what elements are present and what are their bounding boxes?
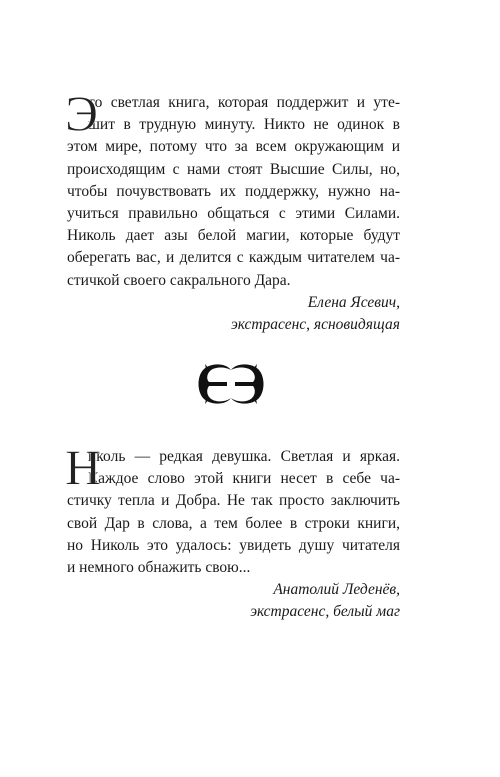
quote-line: чтобы почувствовать их поддержку, нужно на- <box>67 182 400 200</box>
quote-line: стичку тепла и Добра. Не так просто заключить <box>67 492 400 510</box>
quote-line: Каждое слово этой книги несет в себе ча- <box>88 470 400 488</box>
quote-line: Николь дает азы белой магии, которые будут <box>67 227 400 245</box>
quote-author-role: экстрасенс, ясновидящая <box>230 316 400 334</box>
quote-line: но Николь это удалось: увидеть душу читателя <box>67 536 400 554</box>
drop-cap-letter: Э <box>65 85 99 141</box>
quote-line: происходящим с нами стоят Высшие Силы, но, <box>67 160 400 178</box>
quote-line: оберегать вас, и делится с каждым читателем ча- <box>67 249 400 267</box>
double-e-monogram-ornament-icon <box>195 360 267 408</box>
quote-author: Елена Ясевич, <box>307 293 400 311</box>
quote-author: Анатолий Леденёв, <box>273 581 400 599</box>
quote-line: стичкой своего сакрального Дара. <box>67 271 291 289</box>
quote-author-role: экстрасенс, белый маг <box>250 603 400 621</box>
drop-cap-letter: Н <box>65 439 102 495</box>
drop-cap-container <box>65 85 99 141</box>
quote-line: иколь — редкая девушка. Светлая и яркая. <box>88 448 400 465</box>
drop-cap-container <box>65 439 102 495</box>
quote-line: учиться правильно общаться с этими Силами. <box>67 205 400 223</box>
testimonial-quote-1 <box>65 85 400 336</box>
quote-line: свой Дар в слова, а тем более в строки книги, <box>67 514 400 532</box>
testimonial-quote-2 <box>65 439 400 624</box>
quote-line: то светлая книга, которая поддержит и уте- <box>88 94 400 111</box>
quote-line: шит в трудную минуту. Никто не одинок в <box>88 116 400 134</box>
quote-line: этом мире, потому что за всем окружающим и <box>67 138 400 156</box>
quote-line: и немного обнажить свою... <box>67 559 251 577</box>
